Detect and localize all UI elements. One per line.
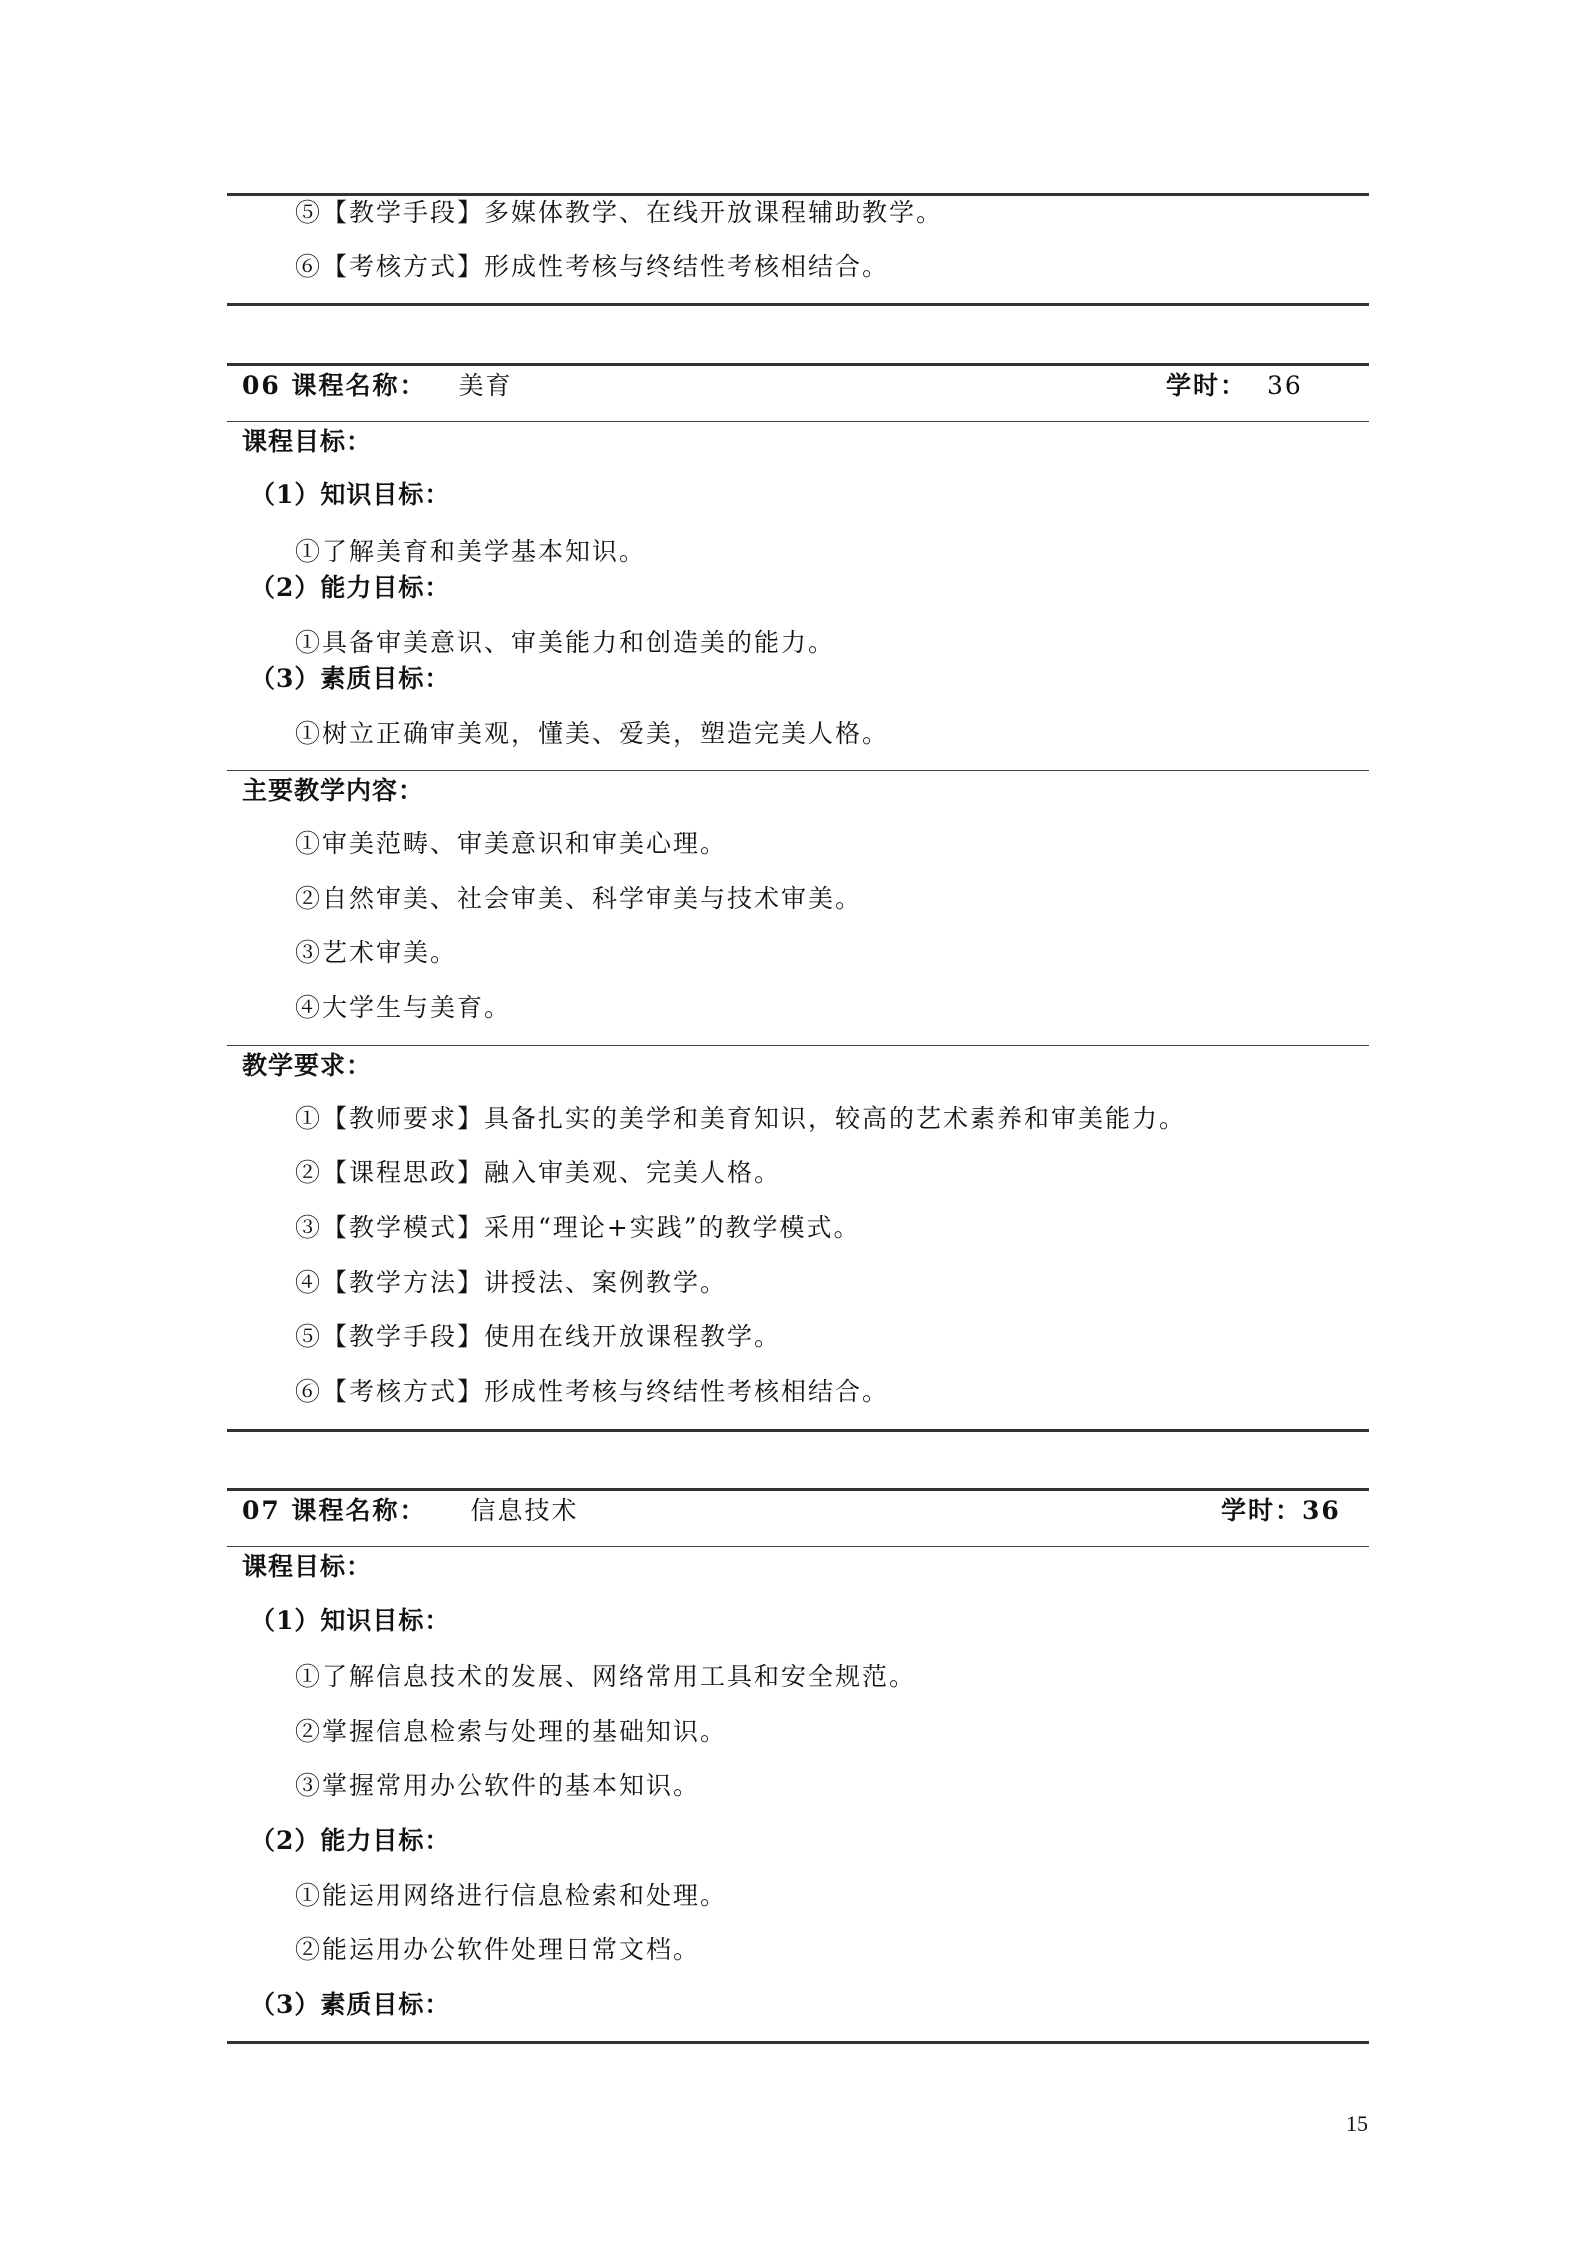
list-item: ①了解美育和美学基本知识。 (295, 537, 647, 566)
list-item: ①具备审美意识、审美能力和创造美的能力。 (295, 628, 836, 657)
list-item: ⑤【教学手段】多媒体教学、在线开放课程辅助教学。 (295, 198, 944, 227)
list-item: ②掌握信息检索与处理的基础知识。 (295, 1717, 728, 1746)
divider (227, 421, 1369, 422)
divider (227, 303, 1369, 306)
list-item: ①了解信息技术的发展、网络常用工具和安全规范。 (295, 1662, 917, 1691)
list-item: ④大学生与美育。 (295, 993, 512, 1022)
sub-heading: （3）素质目标： (250, 664, 451, 693)
list-item: ③【教学模式】采用“理论+实践”的教学模式。 (295, 1213, 861, 1242)
course-name-label: 07 课程名称： (242, 1496, 427, 1525)
list-item: ①能运用网络进行信息检索和处理。 (295, 1881, 728, 1910)
section-heading: 课程目标： (242, 1552, 373, 1581)
list-item: ①树立正确审美观，懂美、爱美，塑造完美人格。 (295, 719, 890, 748)
divider (227, 363, 1369, 366)
section-heading: 教学要求： (242, 1051, 373, 1080)
sub-heading: （3）素质目标： (250, 1990, 451, 2019)
course-name: 美育 (458, 371, 513, 400)
section-heading: 主要教学内容： (242, 776, 425, 805)
course-hours (1166, 371, 1303, 401)
section-heading: 课程目标： (242, 427, 373, 456)
list-item: ④【教学方法】讲授法、案例教学。 (295, 1268, 728, 1297)
divider (227, 1429, 1369, 1432)
hours-label: 学时： (1166, 371, 1248, 400)
list-item: ①【教师要求】具备扎实的美学和美育知识，较高的艺术素养和审美能力。 (295, 1104, 1187, 1133)
course-header (242, 371, 512, 401)
sub-heading: （2）能力目标： (250, 1826, 451, 1855)
list-item: ②自然审美、社会审美、科学审美与技术审美。 (295, 884, 863, 913)
course-hours: 学时：36 (1221, 1496, 1341, 1525)
sub-heading: （2）能力目标： (250, 573, 451, 602)
list-item: ⑤【教学手段】使用在线开放课程教学。 (295, 1322, 782, 1351)
course-name-label: 06 课程名称： (242, 371, 427, 400)
page-number: 15 (1346, 2111, 1368, 2136)
divider (227, 193, 1369, 196)
sub-heading: （1）知识目标： (250, 480, 451, 509)
list-item: ②【课程思政】融入审美观、完美人格。 (295, 1158, 782, 1187)
list-item: ⑥【考核方式】形成性考核与终结性考核相结合。 (295, 252, 890, 281)
list-item: ①审美范畴、审美意识和审美心理。 (295, 829, 728, 858)
divider (227, 770, 1369, 771)
divider (227, 1488, 1369, 1491)
list-item: ⑥【考核方式】形成性考核与终结性考核相结合。 (295, 1377, 890, 1406)
divider (227, 1546, 1369, 1547)
list-item: ②能运用办公软件处理日常文档。 (295, 1935, 701, 1964)
divider (227, 1045, 1369, 1046)
course-header (242, 1496, 578, 1526)
course-name: 信息技术 (470, 1496, 579, 1525)
hours-value: 36 (1266, 371, 1303, 400)
sub-heading: （1）知识目标： (250, 1606, 451, 1635)
list-item: ③掌握常用办公软件的基本知识。 (295, 1771, 701, 1800)
divider (227, 2041, 1369, 2044)
list-item: ③艺术审美。 (295, 938, 458, 967)
